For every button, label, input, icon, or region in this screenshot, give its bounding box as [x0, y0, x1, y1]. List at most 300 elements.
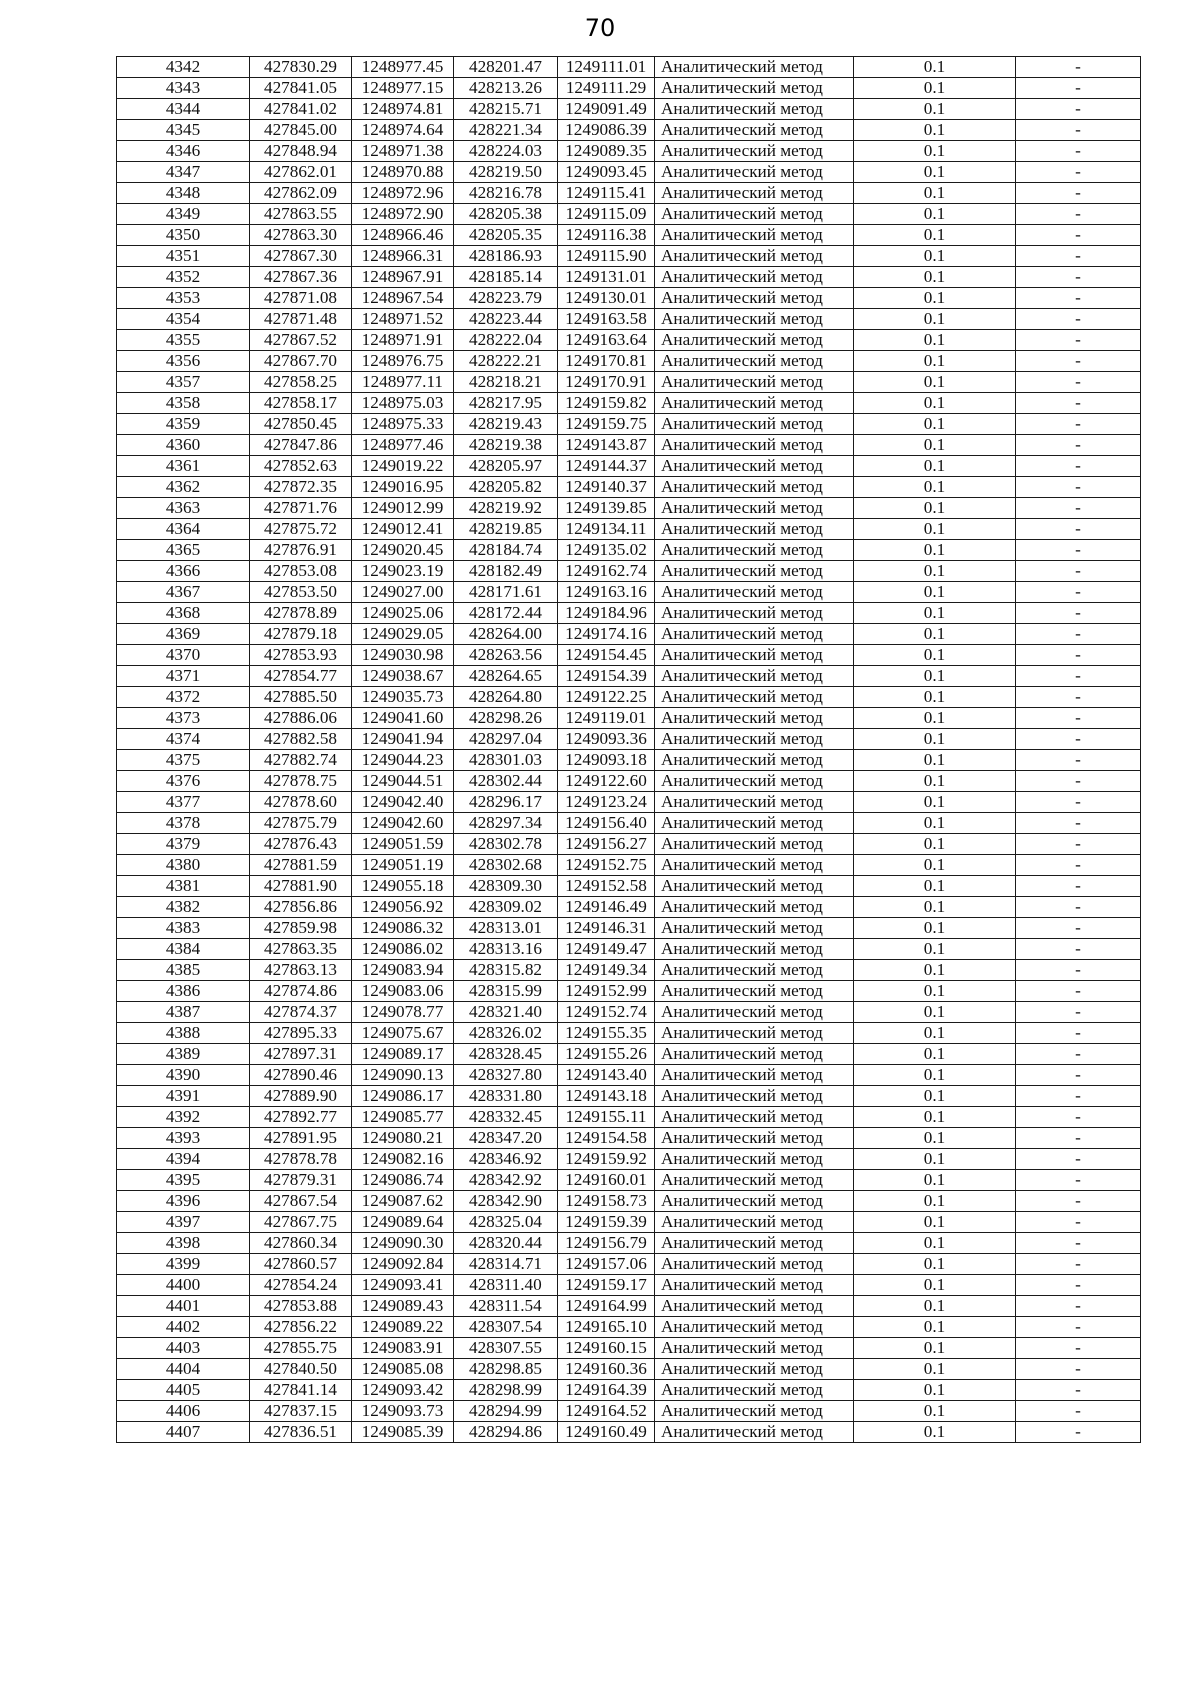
cell-point-number: 4396 — [117, 1191, 250, 1212]
cell-y1-value: 1248977.15 — [352, 78, 454, 99]
cell-accuracy: 0.1 — [854, 918, 1016, 939]
cell-accuracy: 0.1 — [854, 246, 1016, 267]
cell-y2-value: 1249093.36 — [558, 729, 655, 750]
cell-x2-value: 428219.50 — [454, 162, 558, 183]
cell-point-number: 4389 — [117, 1044, 250, 1065]
cell-accuracy: 0.1 — [854, 1128, 1016, 1149]
cell-y2-value: 1249093.18 — [558, 750, 655, 771]
cell-method: Аналитический метод — [655, 456, 854, 477]
cell-x1-value: 427852.63 — [250, 456, 352, 477]
cell-note: - — [1016, 687, 1141, 708]
cell-note: - — [1016, 1233, 1141, 1254]
cell-method: Аналитический метод — [655, 1065, 854, 1086]
cell-y1-value: 1249089.64 — [352, 1212, 454, 1233]
cell-method: Аналитический метод — [655, 1338, 854, 1359]
cell-x1-value: 427878.78 — [250, 1149, 352, 1170]
cell-y1-value: 1249044.23 — [352, 750, 454, 771]
cell-point-number: 4354 — [117, 309, 250, 330]
cell-x1-value: 427850.45 — [250, 414, 352, 435]
cell-method: Аналитический метод — [655, 540, 854, 561]
cell-y2-value: 1249152.58 — [558, 876, 655, 897]
cell-note: - — [1016, 666, 1141, 687]
cell-accuracy: 0.1 — [854, 561, 1016, 582]
cell-method: Аналитический метод — [655, 1380, 854, 1401]
cell-note: - — [1016, 960, 1141, 981]
cell-x2-value: 428297.34 — [454, 813, 558, 834]
table-row — [117, 645, 1141, 666]
cell-note: - — [1016, 309, 1141, 330]
cell-y1-value: 1249083.94 — [352, 960, 454, 981]
table-row — [117, 729, 1141, 750]
cell-point-number: 4348 — [117, 183, 250, 204]
cell-point-number: 4369 — [117, 624, 250, 645]
cell-method: Аналитический метод — [655, 1002, 854, 1023]
cell-x1-value: 427876.91 — [250, 540, 352, 561]
cell-y2-value: 1249162.74 — [558, 561, 655, 582]
cell-accuracy: 0.1 — [854, 519, 1016, 540]
cell-method: Аналитический метод — [655, 519, 854, 540]
cell-x2-value: 428182.49 — [454, 561, 558, 582]
cell-y2-value: 1249163.16 — [558, 582, 655, 603]
cell-x1-value: 427881.90 — [250, 876, 352, 897]
cell-x2-value: 428321.40 — [454, 1002, 558, 1023]
cell-point-number: 4351 — [117, 246, 250, 267]
cell-y1-value: 1249093.42 — [352, 1380, 454, 1401]
cell-accuracy: 0.1 — [854, 813, 1016, 834]
cell-accuracy: 0.1 — [854, 99, 1016, 120]
cell-point-number: 4382 — [117, 897, 250, 918]
cell-note: - — [1016, 1338, 1141, 1359]
cell-accuracy: 0.1 — [854, 435, 1016, 456]
cell-x2-value: 428313.16 — [454, 939, 558, 960]
cell-point-number: 4347 — [117, 162, 250, 183]
cell-x2-value: 428298.99 — [454, 1380, 558, 1401]
cell-note: - — [1016, 939, 1141, 960]
cell-x1-value: 427856.86 — [250, 897, 352, 918]
cell-x1-value: 427848.94 — [250, 141, 352, 162]
cell-x1-value: 427855.75 — [250, 1338, 352, 1359]
cell-point-number: 4378 — [117, 813, 250, 834]
cell-x2-value: 428311.54 — [454, 1296, 558, 1317]
cell-note: - — [1016, 708, 1141, 729]
cell-y2-value: 1249115.41 — [558, 183, 655, 204]
cell-accuracy: 0.1 — [854, 1380, 1016, 1401]
cell-y1-value: 1248971.52 — [352, 309, 454, 330]
cell-y1-value: 1249041.60 — [352, 708, 454, 729]
cell-note: - — [1016, 330, 1141, 351]
cell-accuracy: 0.1 — [854, 1401, 1016, 1422]
cell-method: Аналитический метод — [655, 666, 854, 687]
cell-x1-value: 427863.55 — [250, 204, 352, 225]
cell-accuracy: 0.1 — [854, 1170, 1016, 1191]
cell-point-number: 4403 — [117, 1338, 250, 1359]
cell-point-number: 4359 — [117, 414, 250, 435]
cell-y1-value: 1249042.60 — [352, 813, 454, 834]
cell-method: Аналитический метод — [655, 792, 854, 813]
cell-x2-value: 428222.21 — [454, 351, 558, 372]
cell-y2-value: 1249152.74 — [558, 1002, 655, 1023]
cell-note: - — [1016, 582, 1141, 603]
cell-method: Аналитический метод — [655, 1254, 854, 1275]
cell-y1-value: 1249090.30 — [352, 1233, 454, 1254]
cell-x2-value: 428346.92 — [454, 1149, 558, 1170]
cell-method: Аналитический метод — [655, 1107, 854, 1128]
cell-x2-value: 428314.71 — [454, 1254, 558, 1275]
cell-x1-value: 427840.50 — [250, 1359, 352, 1380]
cell-y2-value: 1249149.47 — [558, 939, 655, 960]
table-row — [117, 1338, 1141, 1359]
cell-x1-value: 427874.86 — [250, 981, 352, 1002]
cell-accuracy: 0.1 — [854, 540, 1016, 561]
cell-point-number: 4388 — [117, 1023, 250, 1044]
cell-accuracy: 0.1 — [854, 750, 1016, 771]
cell-y2-value: 1249143.40 — [558, 1065, 655, 1086]
cell-y1-value: 1249089.43 — [352, 1296, 454, 1317]
table-row — [117, 57, 1141, 78]
cell-accuracy: 0.1 — [854, 834, 1016, 855]
cell-point-number: 4390 — [117, 1065, 250, 1086]
cell-x1-value: 427858.17 — [250, 393, 352, 414]
cell-accuracy: 0.1 — [854, 771, 1016, 792]
cell-x2-value: 428296.17 — [454, 792, 558, 813]
table-row — [117, 1359, 1141, 1380]
cell-method: Аналитический метод — [655, 1023, 854, 1044]
cell-x1-value: 427878.75 — [250, 771, 352, 792]
cell-note: - — [1016, 1380, 1141, 1401]
table-row — [117, 1275, 1141, 1296]
cell-x2-value: 428201.47 — [454, 57, 558, 78]
cell-method: Аналитический метод — [655, 771, 854, 792]
cell-x2-value: 428184.74 — [454, 540, 558, 561]
cell-accuracy: 0.1 — [854, 792, 1016, 813]
cell-method: Аналитический метод — [655, 708, 854, 729]
cell-accuracy: 0.1 — [854, 330, 1016, 351]
cell-y2-value: 1249159.82 — [558, 393, 655, 414]
table-row — [117, 1422, 1141, 1443]
table-row — [117, 372, 1141, 393]
cell-point-number: 4376 — [117, 771, 250, 792]
cell-accuracy: 0.1 — [854, 603, 1016, 624]
cell-x1-value: 427830.29 — [250, 57, 352, 78]
cell-point-number: 4383 — [117, 918, 250, 939]
coordinates-table — [116, 56, 1141, 1443]
table-body — [117, 57, 1141, 1443]
table-row — [117, 1401, 1141, 1422]
cell-x2-value: 428294.86 — [454, 1422, 558, 1443]
cell-note: - — [1016, 183, 1141, 204]
cell-accuracy: 0.1 — [854, 855, 1016, 876]
cell-point-number: 4358 — [117, 393, 250, 414]
cell-y2-value: 1249091.49 — [558, 99, 655, 120]
cell-y2-value: 1249122.25 — [558, 687, 655, 708]
cell-x1-value: 427837.15 — [250, 1401, 352, 1422]
cell-note: - — [1016, 519, 1141, 540]
cell-note: - — [1016, 225, 1141, 246]
cell-method: Аналитический метод — [655, 1128, 854, 1149]
cell-x1-value: 427885.50 — [250, 687, 352, 708]
cell-point-number: 4379 — [117, 834, 250, 855]
table-row — [117, 1023, 1141, 1044]
cell-x2-value: 428309.02 — [454, 897, 558, 918]
cell-x2-value: 428264.65 — [454, 666, 558, 687]
cell-note: - — [1016, 1191, 1141, 1212]
cell-x2-value: 428301.03 — [454, 750, 558, 771]
cell-note: - — [1016, 540, 1141, 561]
table-row — [117, 1128, 1141, 1149]
table-row — [117, 246, 1141, 267]
cell-y2-value: 1249154.45 — [558, 645, 655, 666]
cell-x2-value: 428328.45 — [454, 1044, 558, 1065]
cell-accuracy: 0.1 — [854, 939, 1016, 960]
cell-x2-value: 428205.82 — [454, 477, 558, 498]
cell-y1-value: 1249035.73 — [352, 687, 454, 708]
cell-y1-value: 1249055.18 — [352, 876, 454, 897]
cell-method: Аналитический метод — [655, 1191, 854, 1212]
table-row — [117, 561, 1141, 582]
cell-y2-value: 1249134.11 — [558, 519, 655, 540]
cell-y1-value: 1249019.22 — [352, 456, 454, 477]
cell-y2-value: 1249152.75 — [558, 855, 655, 876]
cell-y2-value: 1249115.09 — [558, 204, 655, 225]
cell-y1-value: 1248975.03 — [352, 393, 454, 414]
cell-y1-value: 1249090.13 — [352, 1065, 454, 1086]
cell-x2-value: 428309.30 — [454, 876, 558, 897]
cell-point-number: 4404 — [117, 1359, 250, 1380]
cell-accuracy: 0.1 — [854, 1086, 1016, 1107]
cell-accuracy: 0.1 — [854, 1275, 1016, 1296]
cell-method: Аналитический метод — [655, 1149, 854, 1170]
cell-x2-value: 428172.44 — [454, 603, 558, 624]
cell-y1-value: 1248974.81 — [352, 99, 454, 120]
cell-point-number: 4385 — [117, 960, 250, 981]
cell-y2-value: 1249115.90 — [558, 246, 655, 267]
cell-y1-value: 1248977.45 — [352, 57, 454, 78]
cell-y1-value: 1249089.22 — [352, 1317, 454, 1338]
cell-accuracy: 0.1 — [854, 309, 1016, 330]
table-row — [117, 204, 1141, 225]
cell-note: - — [1016, 645, 1141, 666]
cell-method: Аналитический метод — [655, 141, 854, 162]
table-row — [117, 1149, 1141, 1170]
cell-point-number: 4384 — [117, 939, 250, 960]
cell-note: - — [1016, 897, 1141, 918]
cell-y1-value: 1249029.05 — [352, 624, 454, 645]
cell-y1-value: 1248977.11 — [352, 372, 454, 393]
cell-x1-value: 427847.86 — [250, 435, 352, 456]
cell-note: - — [1016, 435, 1141, 456]
cell-note: - — [1016, 57, 1141, 78]
table-row — [117, 498, 1141, 519]
cell-x2-value: 428332.45 — [454, 1107, 558, 1128]
cell-x2-value: 428185.14 — [454, 267, 558, 288]
cell-point-number: 4370 — [117, 645, 250, 666]
cell-point-number: 4400 — [117, 1275, 250, 1296]
cell-method: Аналитический метод — [655, 603, 854, 624]
cell-method: Аналитический метод — [655, 1086, 854, 1107]
cell-x2-value: 428307.54 — [454, 1317, 558, 1338]
cell-method: Аналитический метод — [655, 330, 854, 351]
cell-y2-value: 1249184.96 — [558, 603, 655, 624]
cell-note: - — [1016, 876, 1141, 897]
cell-note: - — [1016, 267, 1141, 288]
cell-method: Аналитический метод — [655, 162, 854, 183]
cell-note: - — [1016, 813, 1141, 834]
cell-note: - — [1016, 456, 1141, 477]
table-row — [117, 1107, 1141, 1128]
cell-x1-value: 427897.31 — [250, 1044, 352, 1065]
cell-accuracy: 0.1 — [854, 624, 1016, 645]
cell-note: - — [1016, 1317, 1141, 1338]
cell-x1-value: 427863.35 — [250, 939, 352, 960]
cell-x2-value: 428298.85 — [454, 1359, 558, 1380]
cell-y2-value: 1249111.29 — [558, 78, 655, 99]
cell-x1-value: 427854.77 — [250, 666, 352, 687]
cell-point-number: 4342 — [117, 57, 250, 78]
cell-method: Аналитический метод — [655, 288, 854, 309]
cell-note: - — [1016, 372, 1141, 393]
table-row — [117, 1254, 1141, 1275]
table-row — [117, 1296, 1141, 1317]
cell-method: Аналитический метод — [655, 225, 854, 246]
cell-x1-value: 427875.72 — [250, 519, 352, 540]
cell-method: Аналитический метод — [655, 1296, 854, 1317]
cell-x1-value: 427874.37 — [250, 1002, 352, 1023]
table-row — [117, 1233, 1141, 1254]
cell-x1-value: 427863.13 — [250, 960, 352, 981]
cell-x2-value: 428264.80 — [454, 687, 558, 708]
cell-x2-value: 428307.55 — [454, 1338, 558, 1359]
cell-accuracy: 0.1 — [854, 1023, 1016, 1044]
cell-y1-value: 1249092.84 — [352, 1254, 454, 1275]
cell-y2-value: 1249159.17 — [558, 1275, 655, 1296]
cell-accuracy: 0.1 — [854, 414, 1016, 435]
table-row — [117, 834, 1141, 855]
cell-accuracy: 0.1 — [854, 1002, 1016, 1023]
cell-point-number: 4392 — [117, 1107, 250, 1128]
cell-x1-value: 427891.95 — [250, 1128, 352, 1149]
cell-accuracy: 0.1 — [854, 645, 1016, 666]
cell-y1-value: 1248971.38 — [352, 141, 454, 162]
cell-x2-value: 428224.03 — [454, 141, 558, 162]
cell-note: - — [1016, 1044, 1141, 1065]
cell-y2-value: 1249119.01 — [558, 708, 655, 729]
cell-x2-value: 428205.38 — [454, 204, 558, 225]
table-row — [117, 939, 1141, 960]
cell-note: - — [1016, 918, 1141, 939]
cell-y2-value: 1249158.73 — [558, 1191, 655, 1212]
cell-y1-value: 1249082.16 — [352, 1149, 454, 1170]
cell-x2-value: 428342.90 — [454, 1191, 558, 1212]
table-row — [117, 981, 1141, 1002]
cell-accuracy: 0.1 — [854, 687, 1016, 708]
cell-y2-value: 1249135.02 — [558, 540, 655, 561]
cell-x1-value: 427841.05 — [250, 78, 352, 99]
cell-note: - — [1016, 1275, 1141, 1296]
cell-method: Аналитический метод — [655, 183, 854, 204]
cell-y2-value: 1249160.15 — [558, 1338, 655, 1359]
cell-x1-value: 427854.24 — [250, 1275, 352, 1296]
cell-note: - — [1016, 1170, 1141, 1191]
table-row — [117, 456, 1141, 477]
cell-accuracy: 0.1 — [854, 960, 1016, 981]
cell-y1-value: 1249075.67 — [352, 1023, 454, 1044]
cell-x1-value: 427875.79 — [250, 813, 352, 834]
cell-accuracy: 0.1 — [854, 267, 1016, 288]
table-row — [117, 1002, 1141, 1023]
cell-y2-value: 1249155.11 — [558, 1107, 655, 1128]
cell-accuracy: 0.1 — [854, 120, 1016, 141]
cell-y2-value: 1249174.16 — [558, 624, 655, 645]
cell-point-number: 4375 — [117, 750, 250, 771]
table-row — [117, 267, 1141, 288]
cell-y2-value: 1249143.87 — [558, 435, 655, 456]
cell-accuracy: 0.1 — [854, 141, 1016, 162]
cell-y2-value: 1249143.18 — [558, 1086, 655, 1107]
table-row — [117, 414, 1141, 435]
cell-accuracy: 0.1 — [854, 456, 1016, 477]
cell-y1-value: 1249030.98 — [352, 645, 454, 666]
cell-method: Аналитический метод — [655, 204, 854, 225]
cell-note: - — [1016, 141, 1141, 162]
cell-y2-value: 1249123.24 — [558, 792, 655, 813]
cell-y1-value: 1249025.06 — [352, 603, 454, 624]
cell-y1-value: 1249023.19 — [352, 561, 454, 582]
cell-point-number: 4346 — [117, 141, 250, 162]
cell-x2-value: 428325.04 — [454, 1212, 558, 1233]
cell-accuracy: 0.1 — [854, 1296, 1016, 1317]
cell-method: Аналитический метод — [655, 897, 854, 918]
cell-x2-value: 428221.34 — [454, 120, 558, 141]
cell-x2-value: 428213.26 — [454, 78, 558, 99]
cell-y2-value: 1249156.27 — [558, 834, 655, 855]
cell-point-number: 4405 — [117, 1380, 250, 1401]
cell-x1-value: 427860.34 — [250, 1233, 352, 1254]
cell-y1-value: 1249042.40 — [352, 792, 454, 813]
cell-y2-value: 1249165.10 — [558, 1317, 655, 1338]
cell-x1-value: 427890.46 — [250, 1065, 352, 1086]
cell-note: - — [1016, 393, 1141, 414]
table-row — [117, 330, 1141, 351]
cell-note: - — [1016, 1128, 1141, 1149]
cell-y1-value: 1248974.64 — [352, 120, 454, 141]
cell-x1-value: 427867.70 — [250, 351, 352, 372]
cell-point-number: 4407 — [117, 1422, 250, 1443]
cell-accuracy: 0.1 — [854, 78, 1016, 99]
cell-y1-value: 1249083.91 — [352, 1338, 454, 1359]
cell-point-number: 4393 — [117, 1128, 250, 1149]
table-row — [117, 435, 1141, 456]
cell-method: Аналитический метод — [655, 1170, 854, 1191]
cell-method: Аналитический метод — [655, 624, 854, 645]
table-row — [117, 687, 1141, 708]
cell-accuracy: 0.1 — [854, 1317, 1016, 1338]
cell-note: - — [1016, 120, 1141, 141]
cell-point-number: 4356 — [117, 351, 250, 372]
cell-y1-value: 1249080.21 — [352, 1128, 454, 1149]
table-row — [117, 393, 1141, 414]
cell-note: - — [1016, 351, 1141, 372]
cell-x2-value: 428263.56 — [454, 645, 558, 666]
cell-x1-value: 427886.06 — [250, 708, 352, 729]
cell-accuracy: 0.1 — [854, 1254, 1016, 1275]
cell-x2-value: 428342.92 — [454, 1170, 558, 1191]
cell-x1-value: 427867.36 — [250, 267, 352, 288]
table-row — [117, 708, 1141, 729]
cell-x2-value: 428313.01 — [454, 918, 558, 939]
cell-x2-value: 428294.99 — [454, 1401, 558, 1422]
cell-method: Аналитический метод — [655, 246, 854, 267]
cell-point-number: 4377 — [117, 792, 250, 813]
